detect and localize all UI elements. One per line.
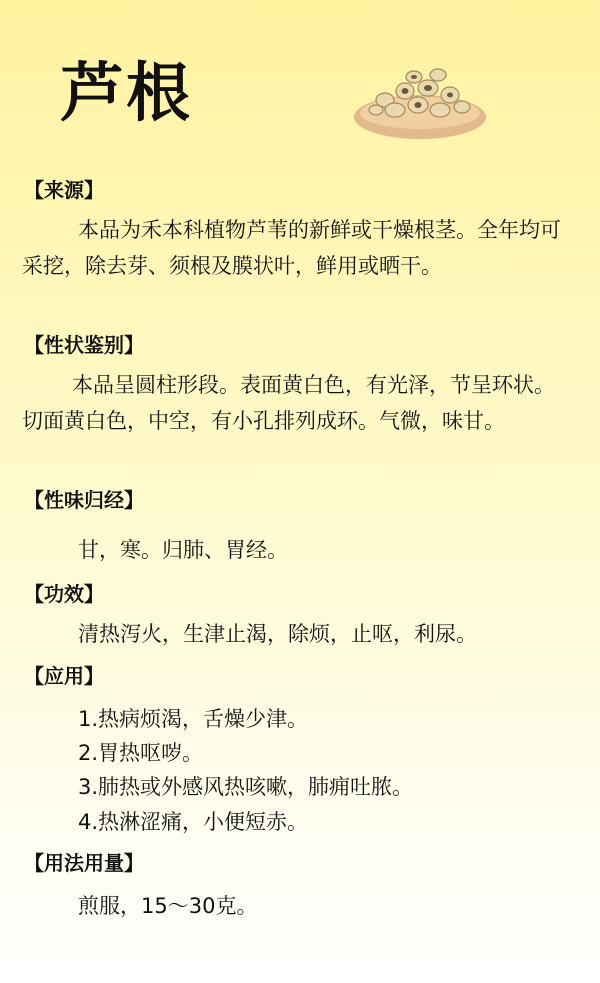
application-item: 3.肺热或外感风热咳嗽，肺痈吐脓。 xyxy=(78,775,414,799)
section-heading-source: 【来源】 xyxy=(24,178,104,202)
section-text-source: 本品为禾本科植物芦苇的新鲜或干燥根茎。全年均可采挖，除去芽、须根及膜状叶，鲜用或晒干。 xyxy=(22,218,561,278)
section-text-dosage: 煎服，15～30克。 xyxy=(78,894,258,918)
page-title: 芦根 xyxy=(60,57,192,131)
application-item: 2.胃热呕哕。 xyxy=(78,741,204,765)
herb-bowl-image xyxy=(350,55,490,145)
section-heading-identification: 【性状鉴别】 xyxy=(24,333,144,357)
section-heading-application: 【应用】 xyxy=(24,664,104,688)
section-heading-nature: 【性味归经】 xyxy=(24,488,144,512)
section-text-identification: 本品呈圆柱形段。表面黄白色，有光泽，节呈环状。切面黄白色，中空，有小孔排列成环。气微，味甘。 xyxy=(22,373,555,433)
section-heading-efficacy: 【功效】 xyxy=(24,582,104,606)
application-item: 4.热淋涩痛，小便短赤。 xyxy=(78,810,309,834)
application-item: 1.热病烦渴，舌燥少津。 xyxy=(78,707,309,731)
section-text-efficacy: 清热泻火，生津止渴，除烦，止呕，利尿。 xyxy=(78,622,477,646)
section-heading-dosage: 【用法用量】 xyxy=(24,851,144,875)
section-text-nature: 甘，寒。归肺、胃经。 xyxy=(78,538,288,562)
